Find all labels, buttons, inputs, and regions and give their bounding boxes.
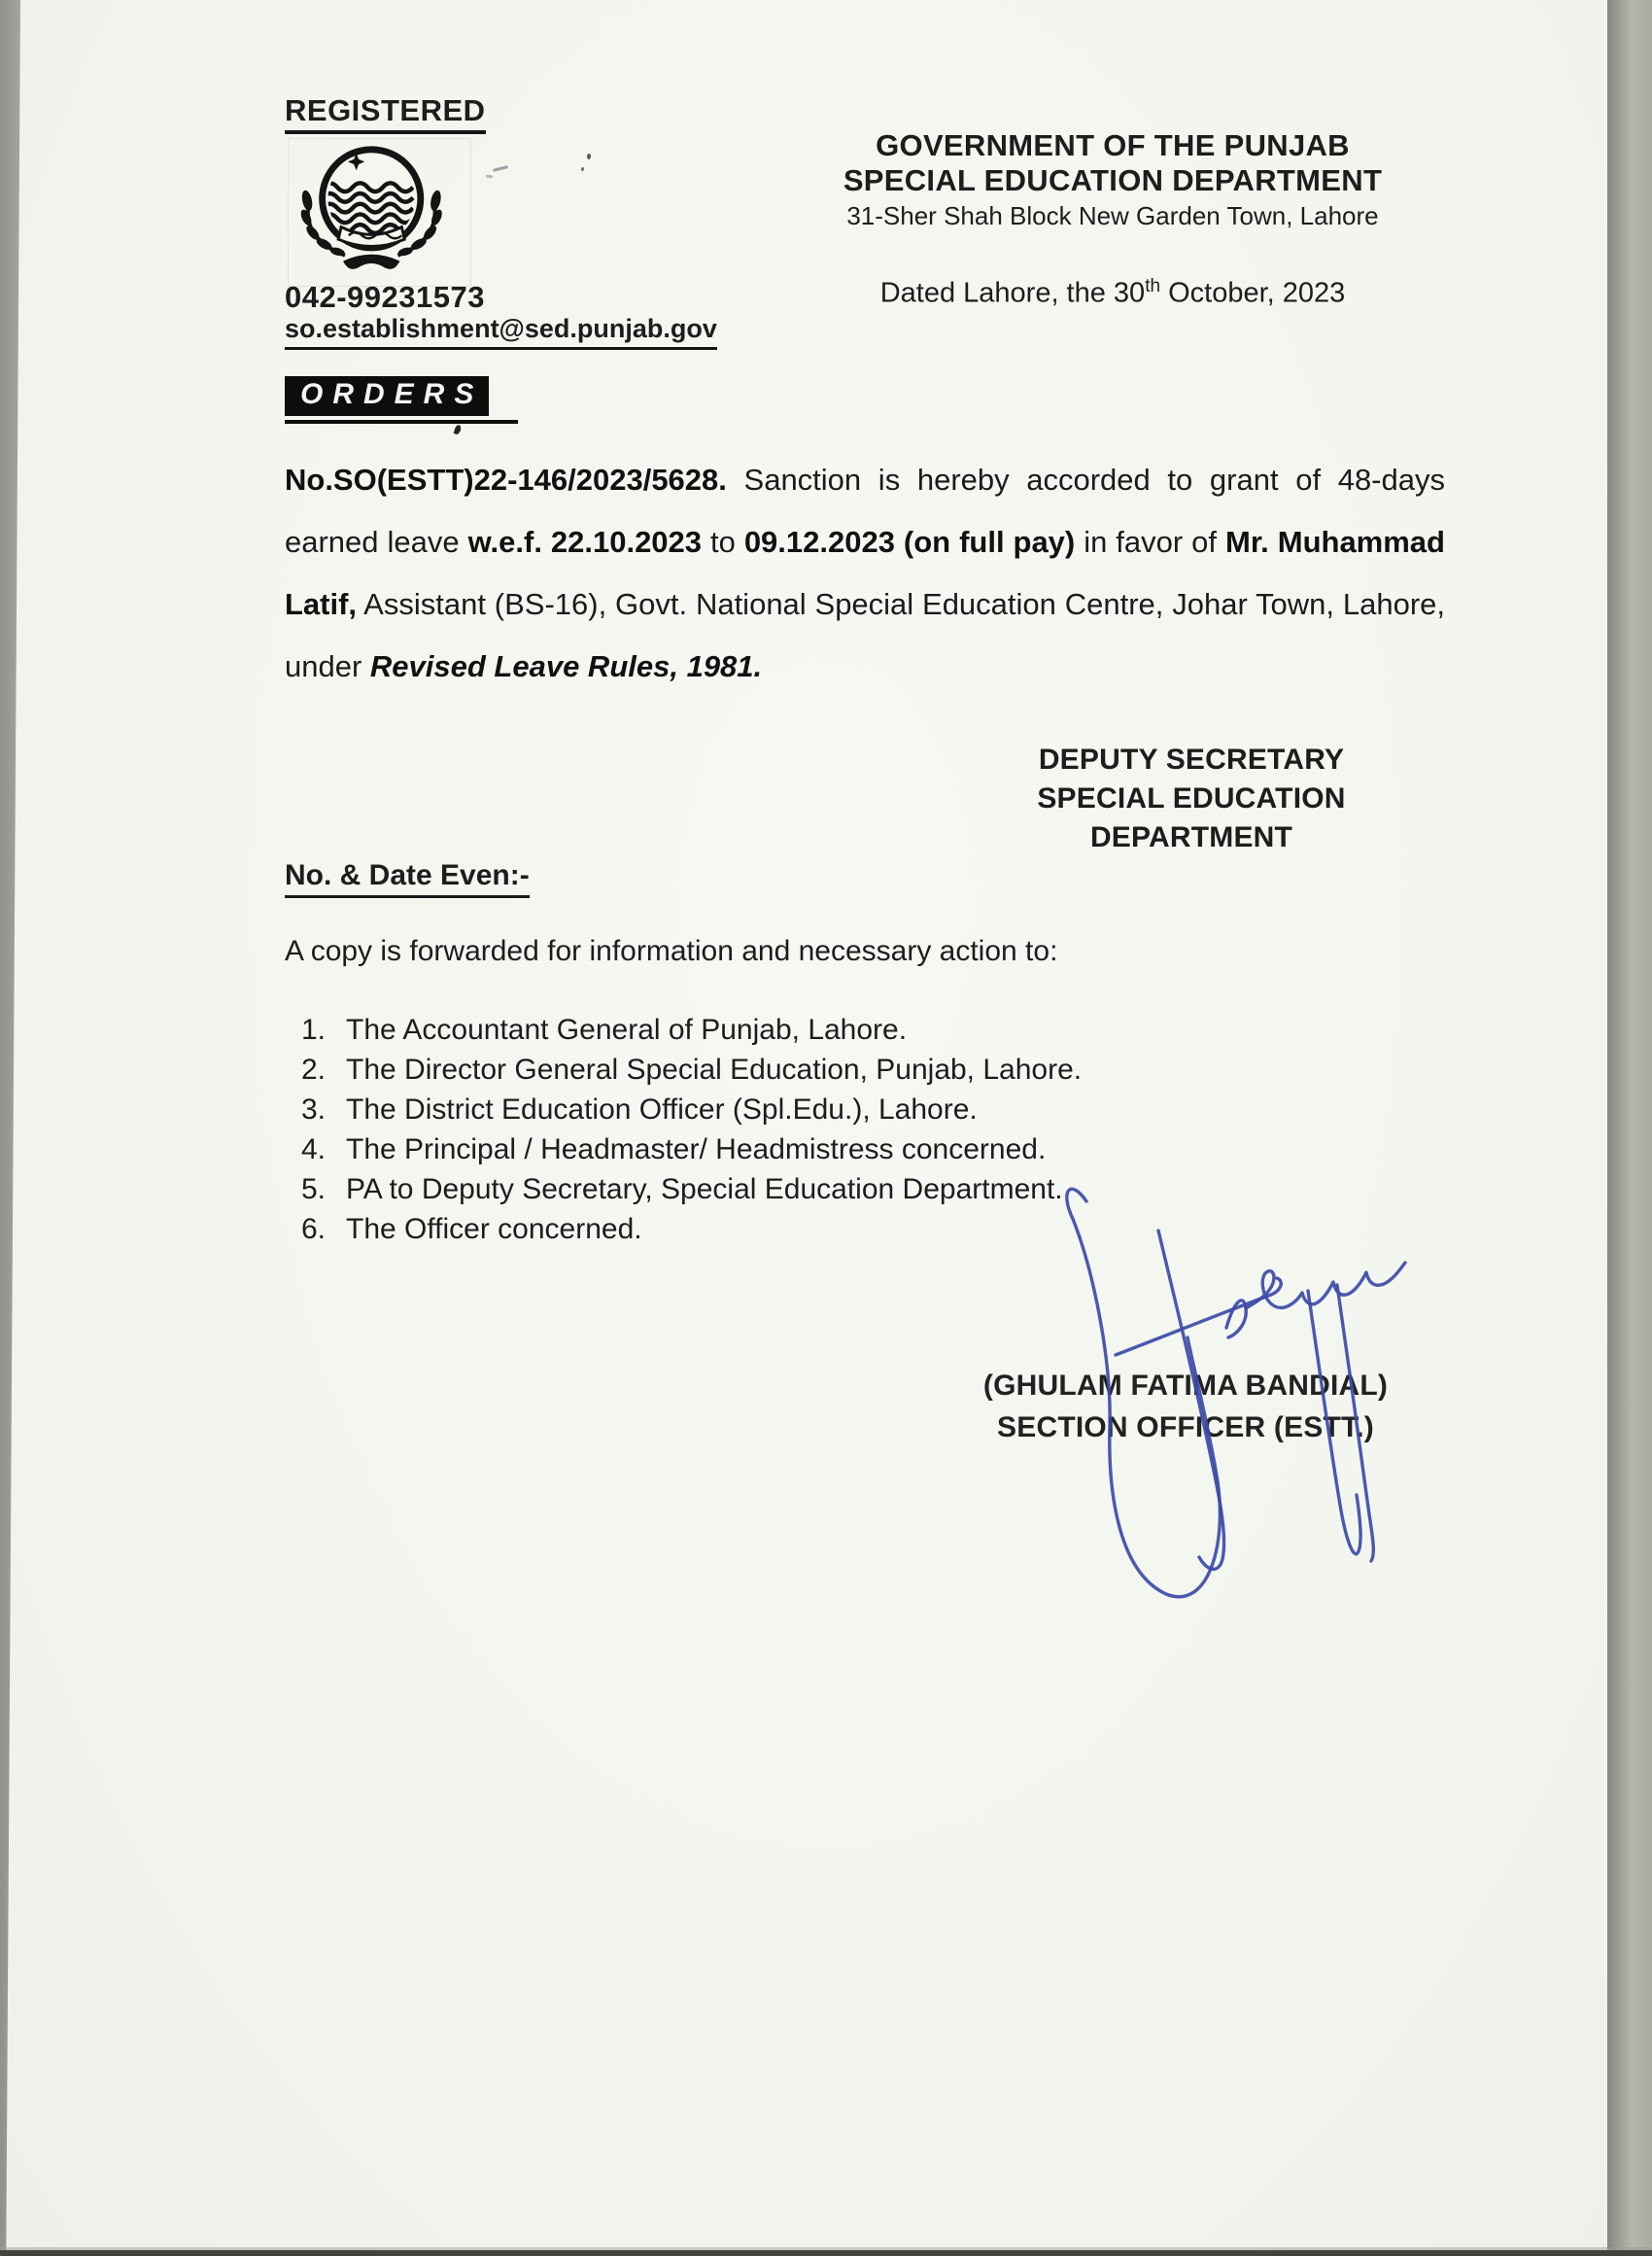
date-ordinal-superscript: th [1145,276,1161,296]
office-email-address: so.establishment@sed.punjab.gov [285,314,717,350]
signatory-title: SECTION OFFICER (ESTT.) [997,1411,1374,1443]
date-suffix: October, 2023 [1160,277,1346,309]
ink-speck [581,167,584,171]
list-item-text: The Officer concerned. [346,1213,642,1245]
letterhead-department-block [807,128,1419,231]
text-segment: 09.12.2023 (on full pay) [743,525,1076,559]
order-body-paragraph [285,449,1445,698]
ink-speck [493,165,508,172]
government-title: GOVERNMENT OF THE PUNJAB [876,128,1350,162]
list-item-text: The Accountant General of Punjab, Lahore. [346,1014,908,1046]
list-item-number: 5. [301,1173,327,1205]
ink-speck [486,175,493,179]
text-line: DEPUTY SECRETARY [1038,744,1345,776]
scan-edge-left [0,0,20,2256]
text-segment: in favor of [1075,525,1225,559]
department-address: 31-Sher Shah Block New Garden Town, Lahore [846,201,1379,230]
text-segment: No.SO(ESTT)22-146/2023/5628. [285,463,727,497]
text-segment: Revised Leave Rules, 1981. [369,649,763,683]
copy-forwarded-line: A copy is forwarded for information and necessary action to: [285,935,1058,967]
office-phone-number: 042-99231573 [285,280,485,314]
text-segment: to [702,525,744,559]
ink-speck [454,424,463,434]
list-item-text: The Director General Special Education, Punjab, Lahore. [346,1054,1083,1086]
text-segment: Sanction is hereby accorded to grant of 48-days earned leave [285,463,1445,559]
text-segment: Mr. Muhammad Latif, [285,525,1445,621]
registered-label: REGISTERED [285,93,486,134]
text-segment: w.e.f. 22.10.2023 [467,525,703,559]
reference-number-date-line: No. & Date Even:- [285,859,530,898]
distribution-list-item [301,1091,1176,1129]
list-item-number: 1. [301,1014,327,1046]
scan-edge-bottom [0,2250,1652,2256]
punjab-government-emblem-icon [293,142,465,282]
department-title: SPECIAL EDUCATION DEPARTMENT [843,163,1383,197]
orders-heading-badge: ORDERS [285,376,489,416]
text-segment: Assistant (BS-16), Govt. National Special Education Centre, Johar Town, Lahore, under [285,587,1445,683]
date-prefix: Dated Lahore, the 30 [879,277,1146,309]
distribution-list-item [301,1170,1176,1209]
distribution-list-item [301,1011,1176,1050]
distribution-list [301,1011,1176,1250]
list-item-text: The District Education Officer (Spl.Edu.), Lahore. [346,1093,978,1126]
signatory-designation-block [1016,741,1366,857]
list-item-text: PA to Deputy Secretary, Special Education Department. [346,1173,1063,1205]
text-line: SPECIAL EDUCATION [1037,782,1346,815]
letter-date-line [807,276,1419,310]
distribution-list-item [301,1130,1176,1169]
list-item-text: The Principal / Headmaster/ Headmistress concerned. [346,1133,1047,1165]
list-item-number: 4. [301,1133,327,1165]
list-item-number: 6. [301,1213,327,1245]
distribution-list-item [301,1210,1176,1249]
signature-block [972,1365,1399,1448]
orders-heading-underline [285,420,518,424]
distribution-list-item [301,1051,1176,1090]
list-item-number: 2. [301,1054,327,1086]
ink-speck [587,154,591,159]
text-line: DEPARTMENT [1089,821,1293,853]
scan-edge-right [1607,0,1652,2256]
signatory-name: (GHULAM FATIMA BANDIAL) [982,1370,1389,1402]
list-item-number: 3. [301,1093,327,1126]
